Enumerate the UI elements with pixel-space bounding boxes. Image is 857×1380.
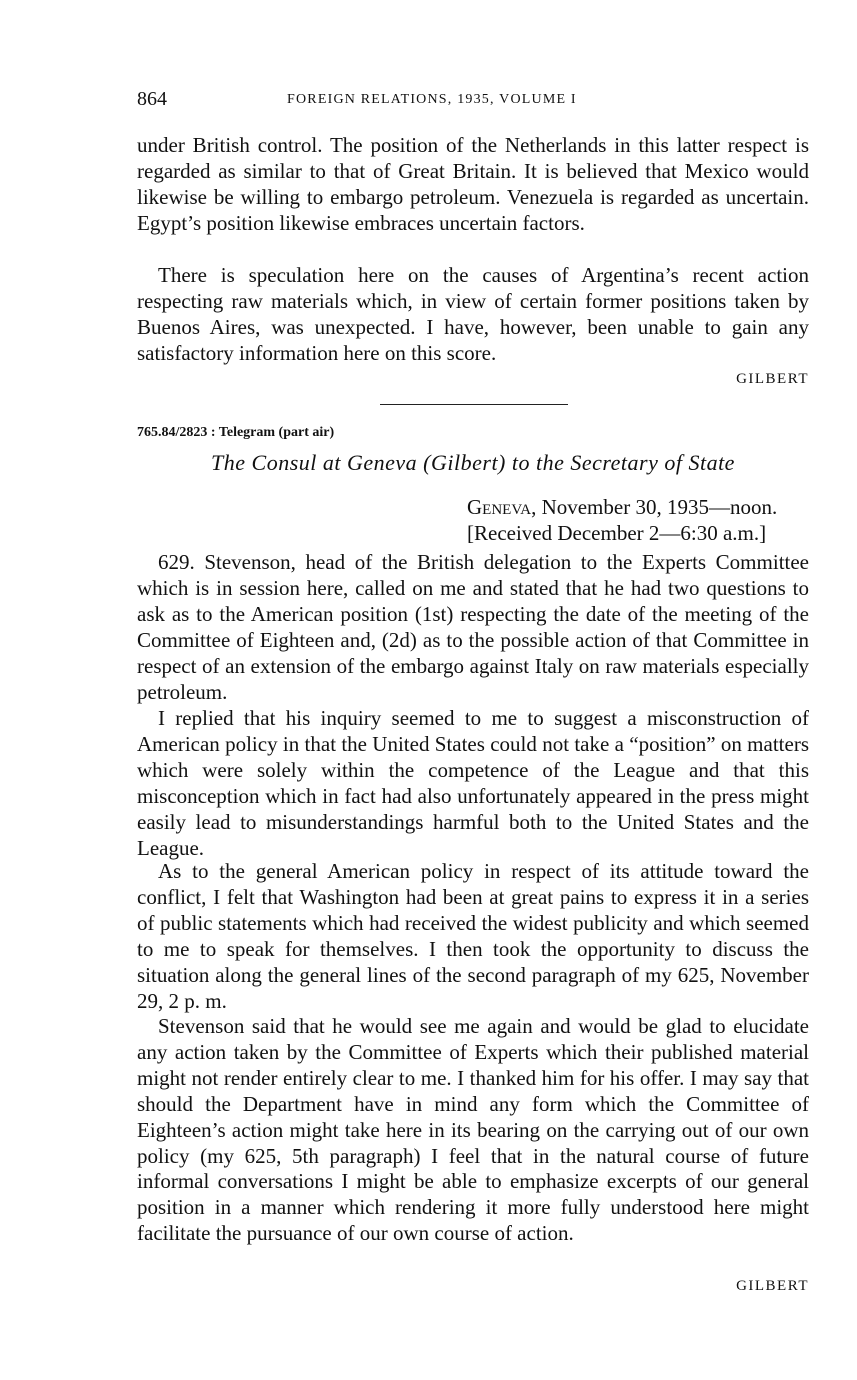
- document-title: The Consul at Geneva (Gilbert) to the Secretary of State: [211, 450, 735, 475]
- signature-gilbert-2: GILBERT: [736, 1278, 809, 1294]
- page-number: 864: [137, 88, 167, 110]
- telegram-paragraph-2: I replied that his inquiry seemed to me to suggest a misconstruction of American policy in that the United States could not take a “position” on matters which were solely within the competence of the League and that this misconception which in fact had also unfortunately appeared in the press might easily lead to misunderstandings harmful both to the United States and the League.: [137, 706, 809, 860]
- telegram-paragraph-4: Stevenson said that he would see me again and would be glad to elucidate any action taken by the Committee of Experts which their published material might not render entirely clear to me. I thanked him for his offer. I may say that should the Department have in mind any form which the Committee of Eighteen’s action might take here in its bearing on the carrying out of our own policy (my 625, 5th paragraph) I feel that in the natural course of future informal conversations I might be able to emphasize excerpts of our general position in a manner which rendering it more fully understood here might facilitate the pursuance of our own course of action.: [137, 1014, 809, 1246]
- telegram-paragraph-1: 629. Stevenson, head of the British delegation to the Experts Committee which is in session here, called on me and stated that he had two questions to ask as to the American position (1st) respecting the date of the meeting of the Committee of Eighteen and, (2d) as to the possible action of that Committee in respect of an extension of the embargo against Italy on raw materials especially petroleum.: [137, 550, 809, 704]
- telegram-paragraph-3: As to the general American policy in respect of its attitude toward the conflict, I felt that Washington had been at great pains to express it in a series of public statements which had received the widest publicity and which seemed to me to speak for themselves. I then took the opportunity to discuss the situation along the general lines of the second paragraph of my 625, November 29, 2 p. m.: [137, 859, 809, 1013]
- file-reference: 765.84/2823 : Telegram (part air): [137, 425, 335, 440]
- dateline-received: [Received December 2—6:30 a.m.]: [467, 521, 767, 545]
- section-divider: [380, 404, 568, 405]
- paragraph-argentina: There is speculation here on the causes of Argentina’s recent action respecting raw materials which, in view of certain former positions taken by Buenos Aires, was unexpected. I have, however, been unable to gain any satisfactory information here on this score.: [137, 263, 809, 365]
- page-header: [137, 88, 809, 116]
- dateline-sent: [467, 494, 809, 520]
- dateline-date: , November 30, 1935—noon.: [531, 495, 778, 519]
- continued-paragraph: under British control. The position of the Netherlands in this latter respect is regarded as similar to that of Great Britain. It is believed that Mexico would likewise be willing to embargo petroleum. Venezuela is regarded as uncertain. Egypt’s position likewise embraces uncertain factors.: [137, 133, 809, 235]
- signature-gilbert-1: GILBERT: [736, 371, 809, 387]
- dateline: [467, 494, 809, 546]
- dateline-place: Geneva: [467, 495, 532, 519]
- running-head: FOREIGN RELATIONS, 1935, VOLUME I: [287, 92, 577, 107]
